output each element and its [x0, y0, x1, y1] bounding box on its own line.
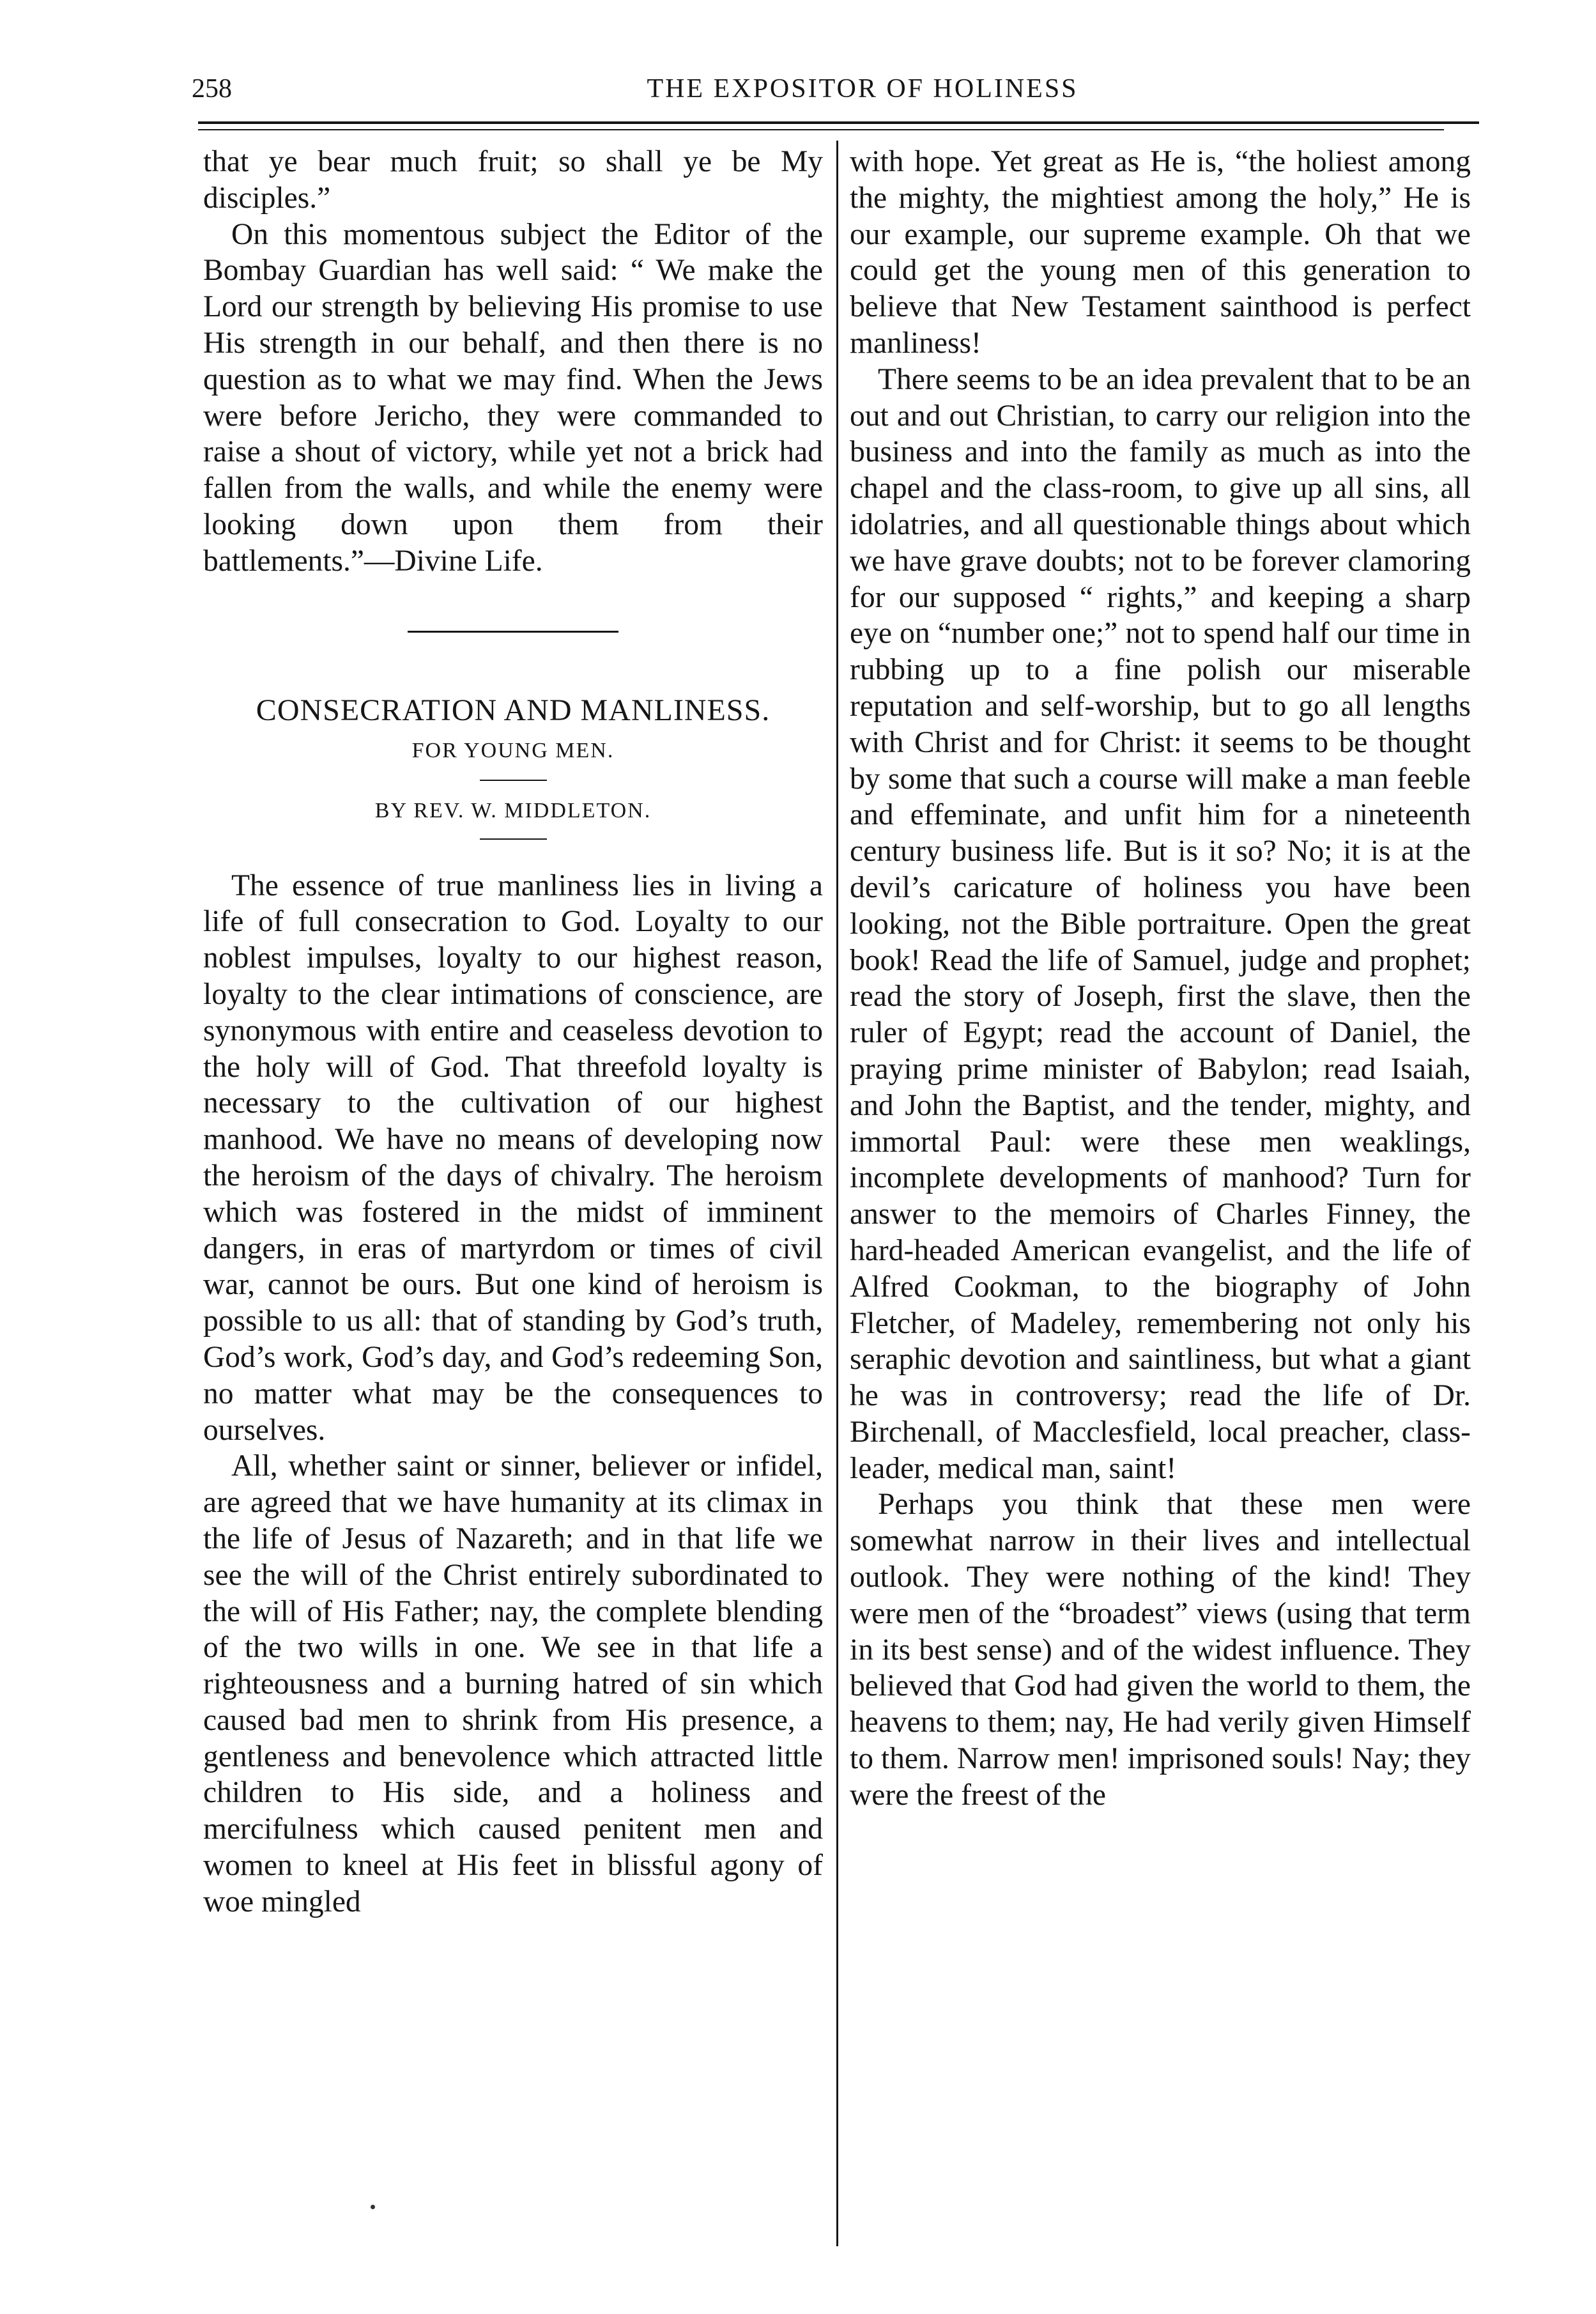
paragraph: with hope. Yet great as He is, “the holiest among the mighty, the mightiest among the holy,” He is our example, our supreme example. Oh that we could get the young men of this generation to believe that New Testament sainthood is perfect manliness!	[850, 145, 1471, 360]
journal-title: THE EXPOSITOR OF HOLINESS	[647, 74, 1078, 104]
article-title: CONSECRATION AND MANLINESS.	[256, 693, 771, 727]
section-divider	[408, 631, 618, 633]
column-divider	[836, 141, 838, 2246]
paragraph: All, whether saint or sinner, believer or infidel, are agreed that we have humanity at its climax in the life of Jesus of Nazareth; and in that life we see the will of the Christ entirely subordinated to the will of His Father; nay, the complete blending of the two wills in one. We see in that life a righteousness and a burning hatred of sin which caused bad men to shrink from His presence, a gentleness and benevolence which attracted little children to His side, and a holiness and mercifulness which caused penitent men and women to kneel at His feet in blissful agony of woe mingled	[203, 1449, 823, 1918]
paragraph: that ye bear much fruit; so shall ye be My disciples.”	[203, 145, 823, 215]
header-rule-thick	[198, 121, 1479, 124]
left-column	[203, 144, 823, 1920]
byline-divider	[480, 838, 547, 840]
header-rule-thin	[198, 129, 1444, 130]
paragraph: There seems to be an idea prevalent that to be an out and out Christian, to carry our religion into the business and into the family as much as into the chapel and the class-room, to give up all sins, all idolatries, and all questionable things about which we have grave doubts; not to be forever clamoring for our supposed “ rights,” and keeping a sharp eye on “number one;” not to spend half our time in rubbing up to a fine polish our miserable reputation and self-worship, but to go all lengths with Christ and for Christ: it seems to be thought by some that such a course will make a man feeble and effeminate, and unfit him for a nineteenth century business life. But is it so? No; it is at the devil’s caricature of holiness you have been looking, not the Bible portraiture. Open the great book! Read the life of Samuel, judge and prophet; read the story of Joseph, first the slave, then the ruler of Egypt; read the account of Daniel, the praying prime minister of Babylon; read Isaiah, and John the Baptist, and the tender, mighty, and immortal Paul: were these men weaklings, incomplete developments of manhood? Turn for answer to the memoirs of Charles Finney, the hard-headed American evangelist, and the life of Alfred Cookman, to the biography of John Fletcher, of Madeley, remembering not only his seraphic devotion and saintliness, but what a giant he was in controversy; read the life of Dr. Birchenall, of Macclesfield, local preacher, class-leader, medical man, saint!	[850, 362, 1471, 1485]
byline-divider	[480, 780, 547, 781]
right-column	[850, 144, 1471, 1814]
paragraph: The essence of true manliness lies in living a life of full consecration to God. Loyalty to our noblest impulses, loyalty to our highest reason, loyalty to the clear intimations of conscience, are synonymous with entire and ceaseless devotion to the holy will of God. That threefold loyalty is necessary to the cultivation of our highest manhood. We have no means of developing now the heroism of the days of chivalry. The heroism which was fostered in the midst of imminent dangers, in eras of martyrdom or times of civil war, cannot be ours. But one kind of heroism is possible to us all: that of standing by God’s truth, God’s work, God’s day, and God’s redeeming Son, no matter what may be the consequences to ourselves.	[203, 868, 823, 1447]
page-number: 258	[192, 74, 232, 104]
ink-speck	[371, 2205, 375, 2209]
article-byline: BY REV. W. MIDDLETON.	[374, 798, 652, 822]
running-head	[192, 66, 1489, 111]
paragraph: Perhaps you think that these men were somewhat narrow in their lives and intellectual outlook. They were nothing of the kind! They were men of the “broadest” views (using that term in its best sense) and of the widest influence. They believed that God had given the world to them, the heavens to them; nay, He had verily given Himself to them. Narrow men! imprisoned souls! Nay; they were the freest of the	[850, 1488, 1471, 1812]
article-subtitle: FOR YOUNG MEN.	[411, 738, 615, 762]
paragraph: On this momentous subject the Editor of the Bombay Guardian has well said: “ We make the Lord our strength by believing His promise to use His strength in our behalf, and then there is no question as to what we may find. When the Jews were before Jericho, they were commanded to raise a shout of victory, while yet not a brick had fallen from the walls, and while the enemy were looking down upon them from their battlements.”—Divine Life.	[203, 217, 823, 578]
